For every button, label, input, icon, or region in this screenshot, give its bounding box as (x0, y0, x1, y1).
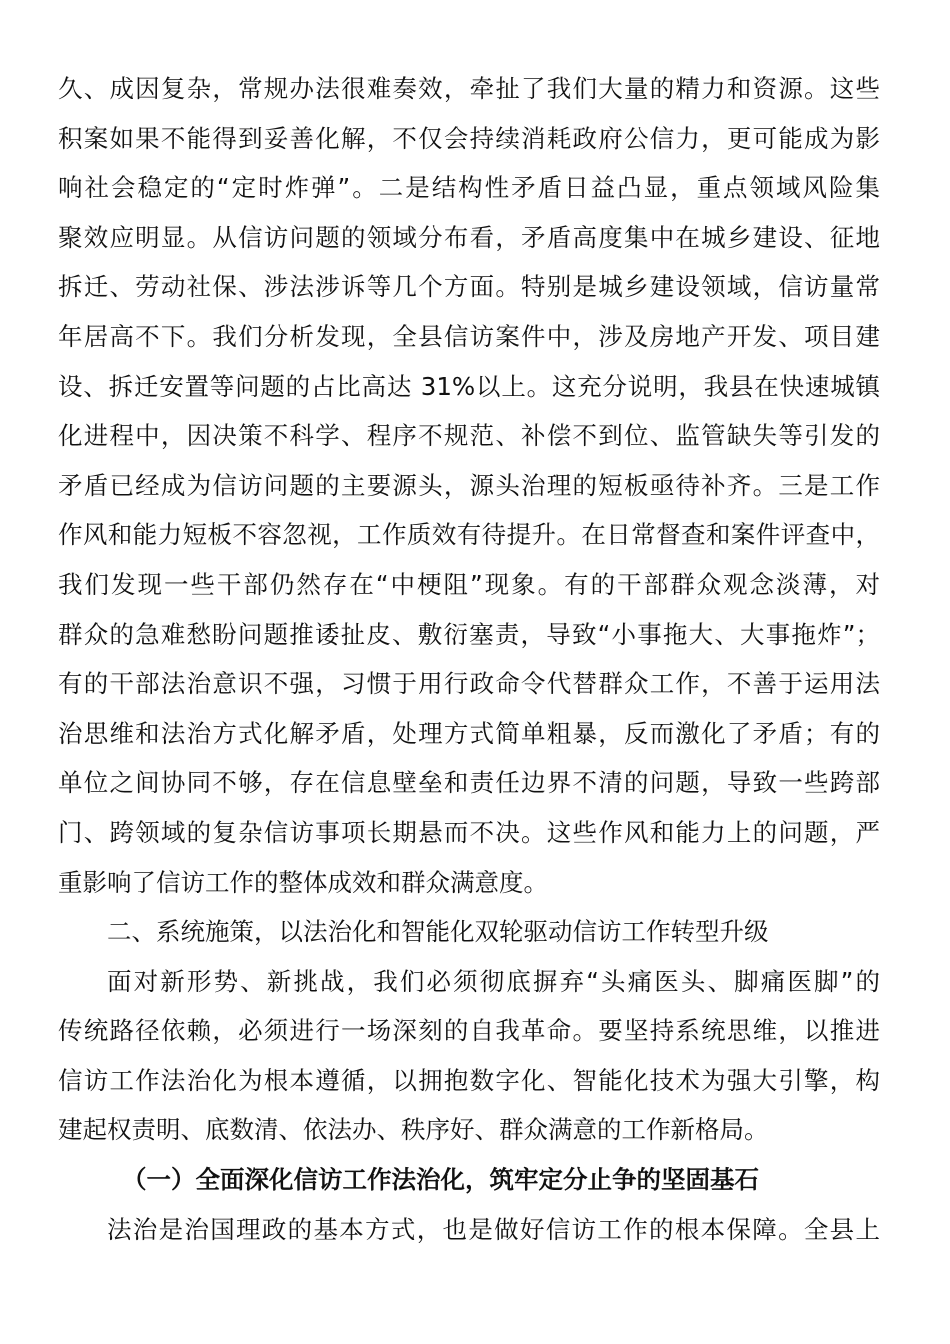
body-line-8: 化进程中，因决策不科学、程序不规范、补偿不到位、监管缺失等引发的 (58, 421, 880, 451)
body-line-21: 信访工作法治化为根本遵循，以拥抱数字化、智能化技术为强大引擎，构 (58, 1065, 880, 1095)
body-line-12: 群众的急难愁盼问题推诿扯皮、敷衍塞责，导致“小事拖大、大事拖炸”； (58, 619, 880, 649)
body-line-1: 久、成因复杂，常规办法很难奏效，牵扯了我们大量的精力和资源。这些 (58, 74, 880, 103)
body-line-3: 响社会稳定的“定时炸弹”。二是结构性矛盾日益凸显，重点领域风险集 (58, 173, 880, 203)
body-line-19: 面对新形势、新挑战，我们必须彻底摒弃“头痛医头、脚痛医脚”的 (107, 966, 880, 996)
body-line-4: 聚效应明显。从信访问题的领域分布看，矛盾高度集中在城乡建设、征地 (58, 222, 880, 252)
body-line-24: 法治是治国理政的基本方式，也是做好信访工作的根本保障。全县上 (107, 1214, 880, 1244)
body-line-9: 矛盾已经成为信访问题的主要源头，源头治理的短板亟待补齐。三是工作 (58, 470, 880, 500)
body-line-15: 单位之间协同不够，存在信息壁垒和责任边界不清的问题，导致一些跨部 (58, 768, 880, 798)
section-heading-2: 二、系统施策，以法治化和智能化双轮驱动信访工作转型升级 (107, 917, 769, 947)
body-line-13: 有的干部法治意识不强，习惯于用行政命令代替群众工作，不善于运用法 (58, 669, 880, 699)
body-line-14: 治思维和法治方式化解矛盾，处理方式简单粗暴，反而激化了矛盾；有的 (58, 718, 880, 748)
body-line-2: 积案如果不能得到妥善化解，不仅会持续消耗政府公信力，更可能成为影 (58, 123, 880, 153)
body-line-5: 拆迁、劳动社保、涉法涉诉等几个方面。特别是城乡建设领域，信访量常 (58, 272, 880, 302)
body-line-17: 重影响了信访工作的整体成效和群众满意度。 (58, 867, 548, 897)
body-line-7: 设、拆迁安置等问题的占比高达 31%以上。这充分说明，我县在快速城镇 (58, 371, 880, 401)
body-line-20: 传统路径依赖，必须进行一场深刻的自我革命。要坚持系统思维，以推进 (58, 1016, 880, 1046)
document-body (58, 64, 880, 1254)
body-line-16: 门、跨领域的复杂信访事项长期悬而不决。这些作风和能力上的问题，严 (58, 817, 880, 847)
body-line-11: 我们发现一些干部仍然存在“中梗阻”现象。有的干部群众观念淡薄，对 (58, 569, 880, 599)
body-line-10: 作风和能力短板不容忽视，工作质效有待提升。在日常督查和案件评查中， (58, 520, 880, 550)
subsection-heading-1: （一）全面深化信访工作法治化，筑牢定分止争的坚固基石 (122, 1165, 759, 1195)
body-line-22: 建起权责明、底数清、依法办、秩序好、群众满意的工作新格局。 (58, 1115, 769, 1145)
body-line-6: 年居高不下。我们分析发现，全县信访案件中，涉及房地产开发、项目建 (58, 321, 880, 351)
